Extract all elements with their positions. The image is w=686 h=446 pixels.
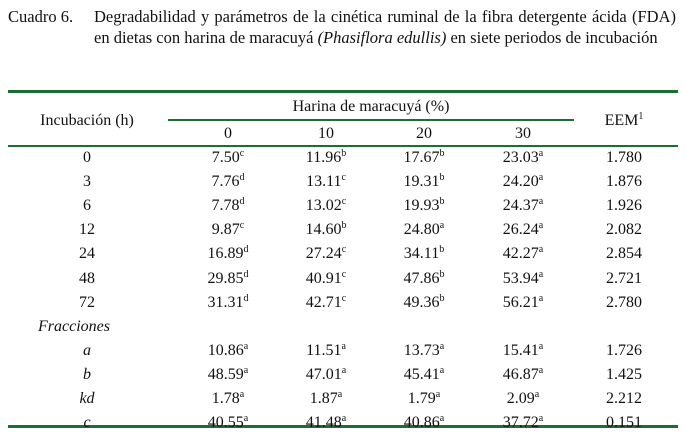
significance-letter: c [239,148,245,159]
significance-letter: a [538,196,544,208]
incubation-row-label: 12 [79,221,95,239]
significance-letter: a [538,413,544,425]
header-rule [8,145,678,147]
significance-letter: a [439,364,445,376]
significance-letter: b [439,244,445,256]
value-number: 7.50 [211,149,240,166]
incubation-value-cell [306,244,346,264]
fraction-value-cell [306,341,346,361]
value-number: 29.85 [207,269,244,287]
significance-letter: b [439,268,445,280]
value-number: 15.41 [502,341,539,359]
incubation-eem-cell: 2.780 [606,293,642,311]
value-number: 11.51 [306,341,342,359]
incubation-value-cell [208,293,249,313]
fraction-row-label: a [83,341,91,359]
significance-letter: a [243,413,249,425]
significance-letter: a [243,340,249,352]
fraction-eem-cell: 2.212 [606,390,642,407]
significance-letter: a [435,389,441,400]
fraction-value-cell [408,389,440,409]
incubation-value-cell [404,220,444,240]
significance-letter: a [439,413,445,425]
value-number: 24.80 [403,221,440,239]
significance-letter: b [439,292,445,304]
header-group: Harina de maracuyá (%) [292,98,450,115]
fractions-section-label: Fracciones [38,317,110,335]
value-number: 31.31 [207,293,244,311]
header-level-30: 30 [515,125,531,142]
incubation-value-cell [306,196,346,216]
fraction-value-cell [503,413,543,433]
incubation-value-cell [208,244,249,264]
fraction-value-cell [306,413,346,433]
fraction-value-cell [503,341,543,361]
header-incubation: Incubación (h) [40,112,134,129]
significance-letter: a [538,220,544,232]
caption-label: Cuadro 6. [8,7,74,26]
significance-letter: b [439,196,445,208]
fraction-value-cell [208,365,248,385]
incubation-row-label: 24 [79,245,95,263]
value-number: 40.55 [207,414,244,432]
incubation-row-label: 3 [83,173,91,191]
value-number: 56.21 [502,293,539,311]
value-number: 24.20 [502,173,539,191]
caption-text [94,6,676,48]
incubation-value-cell [503,148,543,168]
caption-text-before: Degradabilidad y parámetros de la cinética ruminal de la fibra detergente ácida (FDA) en dietas con harina de maracuyá [94,7,676,47]
incubation-value-cell [306,172,346,192]
incubation-value-cell [404,269,445,289]
incubation-value-cell [503,269,543,289]
incubation-value-cell [212,172,245,192]
incubation-value-cell [503,172,543,192]
fraction-value-cell [404,341,444,361]
table-caption [8,6,676,48]
header-eem [605,111,644,131]
significance-letter: a [341,364,347,376]
fraction-eem-cell: 1.726 [606,341,642,359]
value-number: 13.02 [305,197,342,215]
value-number: 19.31 [403,173,440,191]
significance-letter: c [239,220,245,232]
value-number: 47.86 [403,269,440,287]
value-number: 16.89 [207,245,244,263]
value-number: 34.11 [403,245,440,263]
incubation-eem-cell: 2.082 [606,221,642,239]
value-number: 13.73 [403,341,440,359]
incubation-row-label: 6 [83,197,91,215]
fraction-value-cell [212,389,244,409]
caption-scientific-name: (Phasiflora edullis) [317,28,447,47]
fraction-row-label: c [83,414,91,432]
value-number: 40.91 [305,269,342,287]
significance-letter: c [341,196,347,208]
incubation-value-cell [404,244,444,264]
caption-text-after: en siete periodos de incubación [450,28,658,47]
incubation-row-label: 48 [79,269,95,287]
incubation-value-cell [503,293,543,313]
value-number: 49.36 [403,293,440,311]
fraction-value-cell [208,341,248,361]
significance-letter: d [243,244,249,256]
incubation-value-cell [212,220,244,240]
fraction-value-cell [503,365,543,385]
header-level-10: 10 [318,125,334,142]
significance-letter: a [439,340,445,352]
significance-letter: d [243,292,249,304]
value-number: 41.48 [305,414,342,432]
value-number: 37.72 [502,414,539,432]
significance-letter: b [439,148,445,159]
incubation-value-cell [208,269,249,289]
incubation-eem-cell: 1.926 [606,197,642,215]
header-level-20: 20 [416,125,432,142]
significance-letter: a [538,292,544,304]
significance-letter: a [538,244,544,256]
incubation-eem-cell: 2.854 [606,245,642,263]
significance-letter: a [538,268,544,280]
significance-letter: d [239,172,245,184]
fraction-value-cell [404,365,444,385]
value-number: 11.96 [305,149,342,166]
significance-letter: a [341,340,346,352]
significance-letter: c [341,268,347,280]
value-number: 7.76 [211,173,240,191]
value-number: 1.79 [407,390,436,407]
incubation-row-label: 0 [83,149,91,166]
value-number: 9.87 [211,221,240,239]
incubation-value-cell [404,293,445,313]
significance-letter: a [341,413,347,425]
value-number: 47.01 [305,365,342,383]
significance-letter: b [341,148,347,159]
value-number: 17.67 [403,149,440,166]
value-number: 48.59 [207,365,244,383]
top-rule [8,90,678,93]
value-number: 45.41 [403,365,440,383]
significance-letter: c [341,172,346,184]
value-number: 7.78 [211,197,240,215]
incubation-value-cell [306,269,346,289]
significance-letter: a [538,364,544,376]
significance-letter: d [243,268,249,280]
significance-letter: a [243,364,249,376]
significance-letter: a [337,389,343,400]
incubation-eem-cell: 2.721 [606,269,642,287]
header-eem-label: EEM [604,112,639,129]
significance-letter: c [341,244,347,256]
significance-letter: a [538,172,544,184]
fraction-eem-cell: 1.425 [606,365,642,383]
value-number: 1.78 [211,390,240,407]
incubation-value-cell [306,220,347,240]
fraction-eem-cell: 0.151 [606,414,642,432]
incubation-value-cell [503,244,543,264]
significance-letter: b [341,220,347,232]
fraction-value-cell [306,365,346,385]
significance-letter: c [341,292,347,304]
incubation-value-cell [503,220,543,240]
value-number: 42.27 [502,245,539,263]
value-number: 46.87 [502,365,539,383]
incubation-row-label: 72 [79,293,95,311]
incubation-value-cell [503,196,543,216]
incubation-eem-cell: 1.876 [606,173,642,191]
fraction-value-cell [310,389,342,409]
incubation-value-cell [306,293,346,313]
significance-letter: a [534,389,540,400]
value-number: 14.60 [305,221,342,239]
significance-letter: a [538,148,544,159]
incubation-value-cell [212,148,244,168]
value-number: 23.03 [502,149,539,166]
fraction-row-label: kd [79,390,95,407]
value-number: 10.86 [207,341,244,359]
header-level-0: 0 [224,125,232,142]
incubation-value-cell [404,172,445,192]
fraction-value-cell [208,413,248,433]
significance-letter: d [239,196,245,208]
significance-letter: a [439,220,445,232]
value-number: 2.09 [506,390,535,407]
incubation-value-cell [404,196,445,216]
value-number: 27.24 [305,245,342,263]
header-eem-footnote: 1 [638,111,644,122]
incubation-value-cell [212,196,245,216]
significance-letter: a [538,340,544,352]
group-rule [168,119,574,121]
incubation-value-cell [404,148,445,168]
value-number: 1.87 [309,390,338,407]
fraction-value-cell [507,389,539,409]
value-number: 26.24 [502,221,539,239]
fraction-row-label: b [83,365,91,383]
incubation-value-cell [306,148,346,168]
value-number: 40.86 [403,414,440,432]
incubation-eem-cell: 1.780 [606,149,642,166]
significance-letter: a [239,389,245,400]
value-number: 24.37 [502,197,539,215]
significance-letter: b [439,172,445,184]
value-number: 19.93 [403,197,440,215]
value-number: 13.11 [306,173,342,191]
value-number: 42.71 [305,293,342,311]
value-number: 53.94 [502,269,539,287]
fraction-value-cell [404,413,444,433]
